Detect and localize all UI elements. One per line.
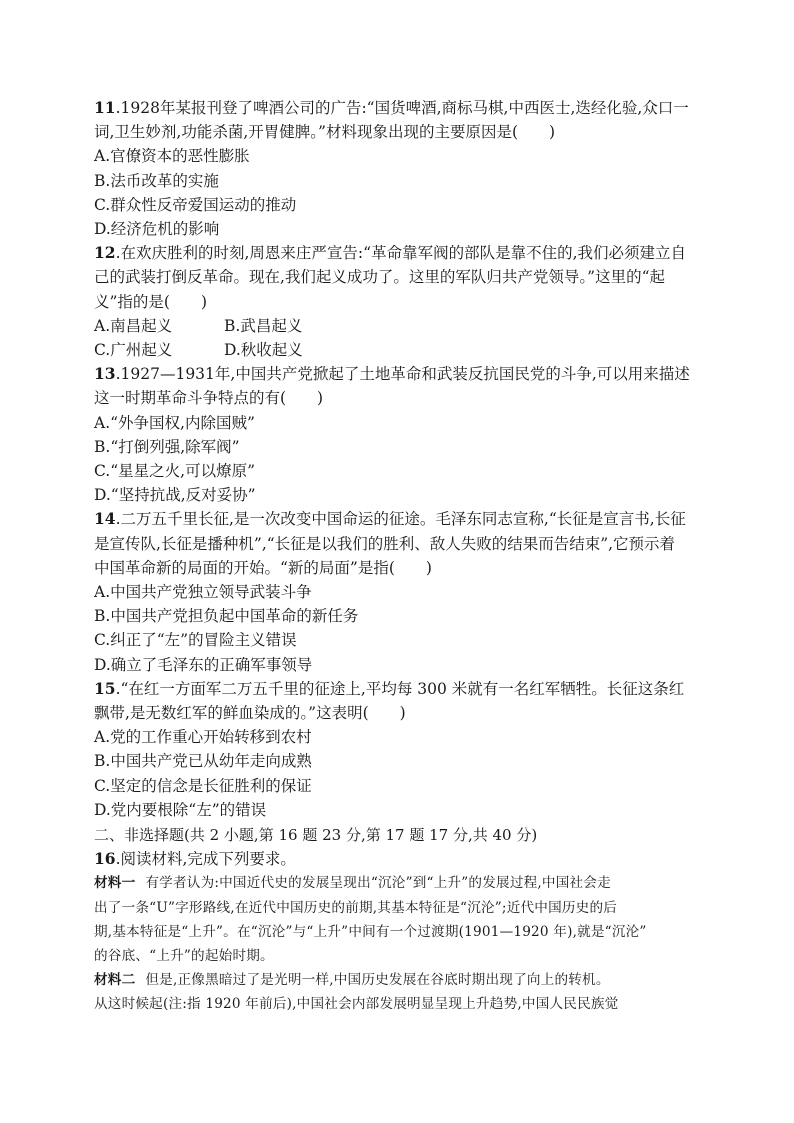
- option-d: D.确立了毛泽东的正确军事领导: [94, 655, 313, 674]
- question-line: 11.1928年某报刊登了啤酒公司的广告:“国货啤酒,商标马棋,中西医士,迭经化验,众口一: [94, 98, 689, 117]
- material-1: [94, 871, 706, 968]
- question-line: 中国革命新的局面的开始。“新的局面”是指( ): [94, 558, 432, 577]
- material-2: [94, 968, 706, 1016]
- option-a: A.“外争国权,内除国贼”: [94, 413, 255, 432]
- option-b: B.法币改革的实施: [94, 171, 219, 190]
- option-b: B.“打倒列强,除军阀”: [94, 437, 240, 456]
- question-number: 12: [94, 243, 116, 263]
- section-heading: 二、非选择题(共 2 小题,第 16 题 23 分,第 17 题 17 分,共 40 分): [94, 826, 538, 845]
- question-number: 14: [94, 509, 116, 529]
- question-line: 飘带,是无数红军的鲜血染成的。”这表明( ): [94, 704, 406, 723]
- material-line: 期,基本特征是“上升”。在“沉沦”与“上升”中间有一个过渡期(1901—1920 年),就是“沉沦”: [94, 923, 647, 940]
- option-c: C.群众性反帝爱国运动的推动: [94, 195, 297, 214]
- question-line: 义”指的是( ): [94, 292, 208, 311]
- option-a: A.中国共产党独立领导武装斗争: [94, 583, 312, 602]
- option-d: D.秋收起义: [224, 341, 303, 360]
- question-number: 11: [94, 98, 116, 117]
- question-14: [94, 507, 706, 676]
- question-line: 14.二万五千里长征,是一次改变中国命运的征途。毛泽东同志宣称,“长征是宣言书,长征: [94, 509, 686, 529]
- option-row: [94, 314, 706, 338]
- exam-page: [94, 96, 706, 1017]
- option-d: D.党内要根除“左”的错误: [94, 800, 267, 819]
- question-16: 16.阅读材料,完成下列要求。: [94, 849, 296, 869]
- option-b: B.中国共产党已从幼年走向成熟: [94, 752, 312, 771]
- question-number: 16: [94, 849, 116, 869]
- question-line: 词,卫生妙剂,功能杀菌,开胃健脾。”材料现象出现的主要原因是( ): [94, 123, 556, 142]
- question-line: 15.“在红一方面军二万五千里的征途上,平均每 300 米就有一名红军牺牲。长征这条红: [94, 678, 685, 698]
- option-row: [94, 338, 706, 362]
- question-11: [94, 96, 706, 241]
- question-number: 13: [94, 364, 116, 384]
- material-label: 材料一: [94, 875, 136, 892]
- option-c: C.坚定的信念是长征胜利的保证: [94, 776, 312, 795]
- material-label: 材料二: [94, 972, 136, 989]
- question-15: [94, 677, 706, 822]
- question-line: 这一时期革命斗争特点的有( ): [94, 389, 324, 408]
- option-b: B.武昌起义: [224, 316, 303, 335]
- option-d: D.“坚持抗战,反对妥协”: [94, 486, 256, 505]
- material-line: 出了一条“U”字形路线,在近代中国历史的前期,其基本特征是“沉沦”;近代中国历史的后: [94, 899, 618, 916]
- option-b: B.中国共产党担负起中国革命的新任务: [94, 607, 359, 626]
- option-d: D.经济危机的影响: [94, 220, 220, 239]
- question-line: 己的武装打倒反革命。现在,我们起义成功了。这里的军队归共产党领导。”这里的“起: [94, 268, 666, 287]
- option-c: C.广州起义: [94, 341, 173, 360]
- question-12: [94, 241, 706, 362]
- material-line: 材料二 但是,正像黑暗过了是光明一样,中国历史发展在谷底时期出现了向上的转机。: [94, 972, 610, 989]
- option-a: A.南昌起义: [94, 316, 173, 335]
- material-line: 的谷底、“上升”的起始时期。: [94, 947, 274, 964]
- question-number: 15: [94, 678, 116, 698]
- option-a: A.党的工作重心开始转移到农村: [94, 728, 312, 747]
- material-line: 材料一 有学者认为:中国近代史的发展呈现出“沉沦”到“上升”的发展过程,中国社会走: [94, 875, 611, 892]
- material-line: 从这时候起(注:指 1920 年前后),中国社会内部发展明显呈现上升趋势,中国人民民族觉: [94, 996, 619, 1013]
- question-line: 是宣传队,长征是播种机”,“长征是以我们的胜利、敌人失败的结果而告结束”,它预示着: [94, 534, 676, 553]
- question-line: 13.1927—1931年,中国共产党掀起了土地革命和武装反抗国民党的斗争,可以用来描述: [94, 364, 690, 384]
- option-a: A.官僚资本的恶性膨胀: [94, 147, 250, 166]
- option-c: C.纠正了“左”的冒险主义错误: [94, 631, 297, 650]
- question-13: [94, 362, 706, 507]
- question-line: 12.在欢庆胜利的时刻,周恩来庄严宣告:“革命靠军阀的部队是靠不住的,我们必须建立自: [94, 243, 687, 263]
- option-c: C.“星星之火,可以燎原”: [94, 462, 256, 481]
